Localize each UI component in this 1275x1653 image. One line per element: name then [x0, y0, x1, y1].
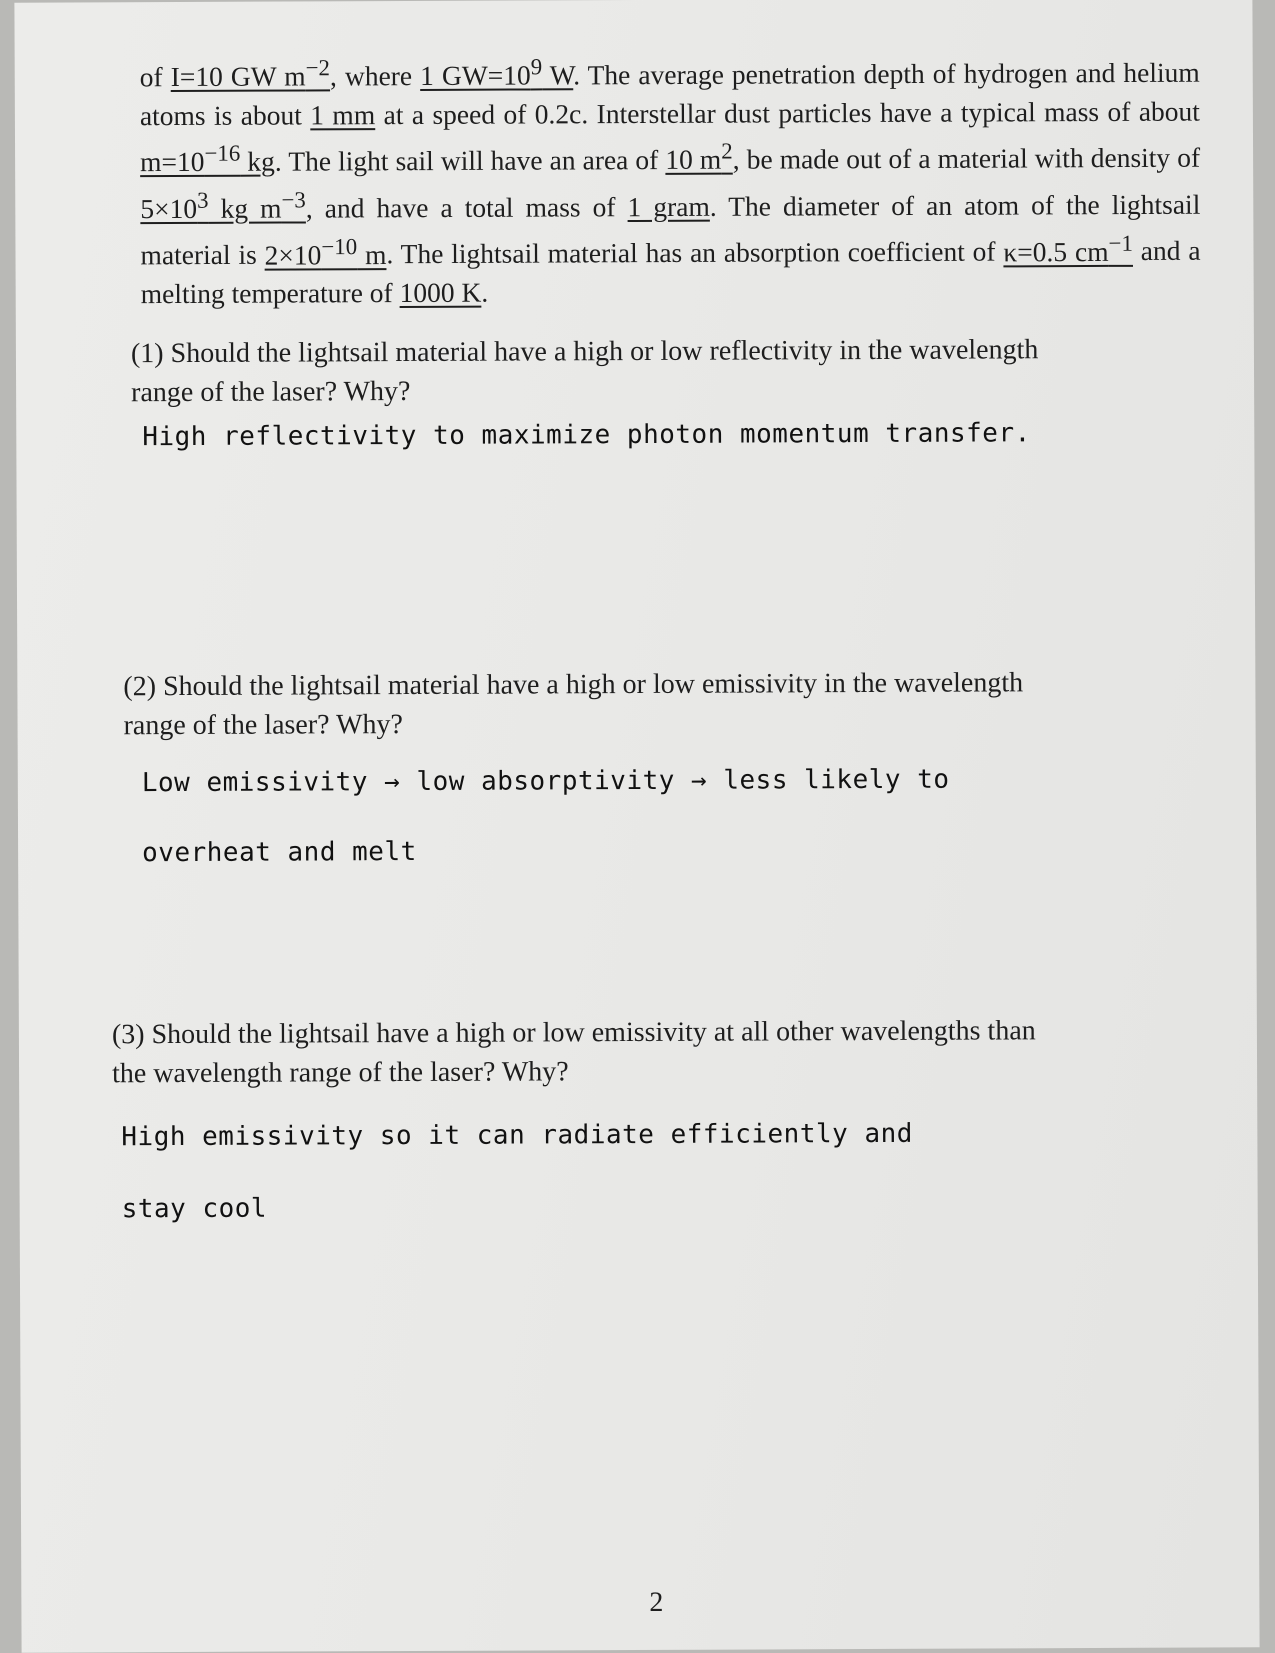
question-2-line-2: range of the laser? Why? — [123, 709, 403, 742]
answer-2-line-2: overheat and melt — [142, 836, 417, 869]
question-1-line-1: (1) Should the lightsail material have a high or low reflectivity in the wavelength — [130, 334, 1039, 370]
question-2-line-1: (2) Should the lightsail material have a high or low emissivity in the wavelength — [123, 667, 1024, 703]
dust-mass: $m=10^{-16}$ kg — [140, 140, 275, 178]
absorption-coefficient: κ=0.5 $cm^{-1}$ — [1003, 230, 1133, 268]
answer-3-line-1: High emissivity so it can radiate efficiently and — [121, 1118, 913, 1153]
question-1-line-2: range of the laser? Why? — [131, 375, 411, 409]
answer-2-line-1: Low emissivity → low absorptivity → less likely to — [141, 764, 950, 799]
worksheet-page — [14, 0, 1259, 1653]
sail-mass: 1 gram — [627, 190, 710, 223]
problem-statement: of I=10 GW $m^{-2}$, where 1 $GW=10^9$ W. The average penetration depth of hydrogen and helium atoms is about 1 mm at a speed of 0.2c. Interstellar dust particles have a typical mass of about $m=10^{-16}$ kg. The light sail will have an area of 10 $m^2$, be made out of a material with density of $5\times 10^3$ kg $m^{-3}$, and have a total mass of 1 gram. The diameter of an atom of the lightsail material is $2\times 10^{-10}$ m. The lightsail material has an absorption coefficient of κ=0.5 $cm^{-1}$ and a melting temperature of 1000 K. — [139, 54, 1201, 310]
sail-area: 10 $m^2$ — [665, 138, 733, 176]
answer-1-line-1: High reflectivity to maximize photon momentum transfer. — [142, 418, 1031, 453]
answer-3-line-2: stay cool — [121, 1193, 268, 1225]
gigawatt-definition: 1 $GW=10^9$ W — [420, 54, 574, 92]
atom-diameter: $2\times 10^{-10}$ m — [264, 233, 387, 271]
material-density: $5\times 10^3$ kg $m^{-3}$ — [140, 187, 306, 225]
melting-temperature: 1000 K — [399, 276, 482, 309]
question-3-line-2: the wavelength range of the laser? Why? — [112, 1056, 569, 1090]
question-3-line-1: (3) Should the lightsail have a high or low emissivity at all other wavelengths than — [111, 1015, 1036, 1051]
page-number: 2 — [649, 1586, 664, 1618]
intensity-value: I=10 GW $m^{-2}$ — [170, 55, 331, 93]
penetration-depth: 1 mm — [310, 98, 376, 131]
